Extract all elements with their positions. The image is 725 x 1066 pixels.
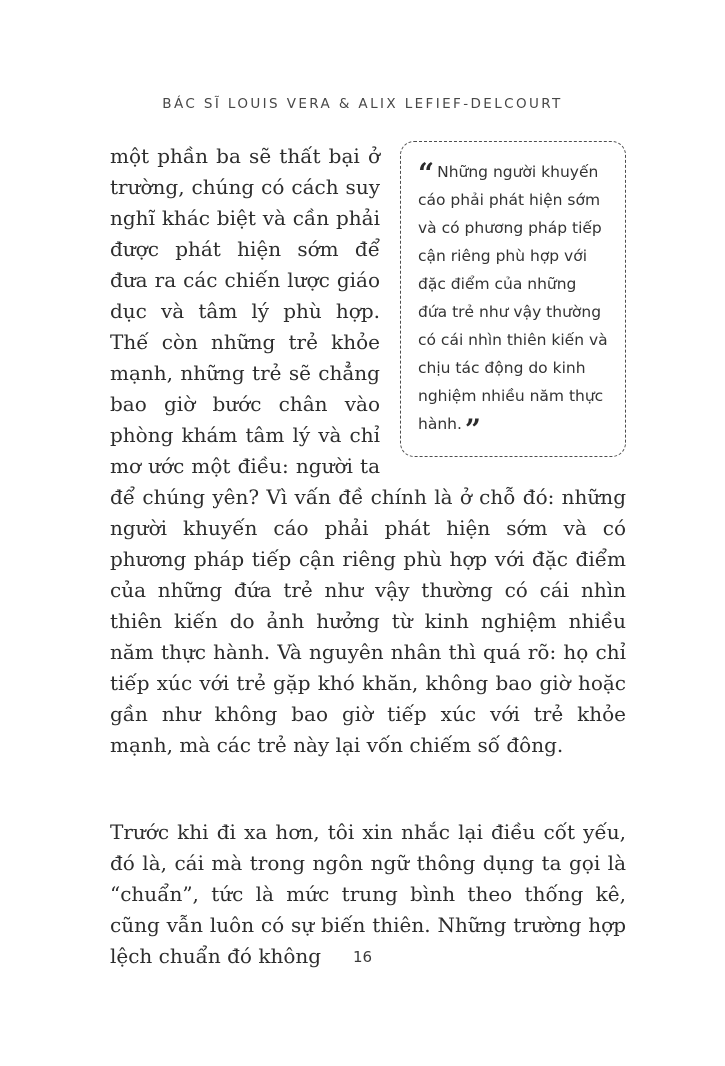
- pull-quote-text: Những người khuyến cáo phải phát hiện sớm và có phương pháp tiếp cận riêng phù hợp với đặc điểm của những đứa trẻ như vậy thường có cái nhìn thiên kiến và chịu tác động do kinh nghiệm nhiều năm thực hành.: [418, 163, 608, 433]
- page-number: 16: [352, 948, 373, 966]
- open-quote-icon: “: [418, 157, 435, 190]
- running-header: BÁC SĨ LOUIS VERA & ALIX LEFIEF-DELCOURT: [162, 96, 563, 112]
- close-quote-icon: ”: [464, 413, 482, 446]
- body-paragraph-2: Trước khi đi xa hơn, tôi xin nhắc lại điều cốt yếu, đó là, cái mà trong ngôn ngữ thông dụng ta gọi là “chuẩn”, tức là mức trung bình theo thống kê, cũng vẫn luôn có sự biến thiên. Những trường hợp lệch chuẩn đó không: [110, 820, 626, 968]
- page-content: [110, 141, 626, 972]
- body-paragraph-1: một phần ba sẽ thất bại ở trường, chúng có cách suy nghĩ khác biệt và cần phải được phát hiện sớm để đưa ra các chiến lược giáo dục và tâm lý phù hợp. Thế còn những trẻ khỏe mạnh, những trẻ sẽ chẳng bao giờ bước chân vào phòng khám tâm lý và chỉ mơ ước một điều: người ta để chúng yên? Vì vấn đề chính là ở chỗ đó: những người khuyến cáo phải phát hiện sớm và có phương pháp tiếp cận riêng phù hợp với đặc điểm của những đứa trẻ như vậy thường có cái nhìn thiên kiến do ảnh hưởng từ kinh nghiệm nhiều năm thực hành. Và nguyên nhân thì quá rõ: họ chỉ tiếp xúc với trẻ gặp khó khăn, không bao giờ hoặc gần như không bao giờ tiếp xúc với trẻ khỏe mạnh, mà các trẻ này lại vốn chiếm số đông.: [110, 144, 626, 757]
- pull-quote-box: [400, 141, 626, 457]
